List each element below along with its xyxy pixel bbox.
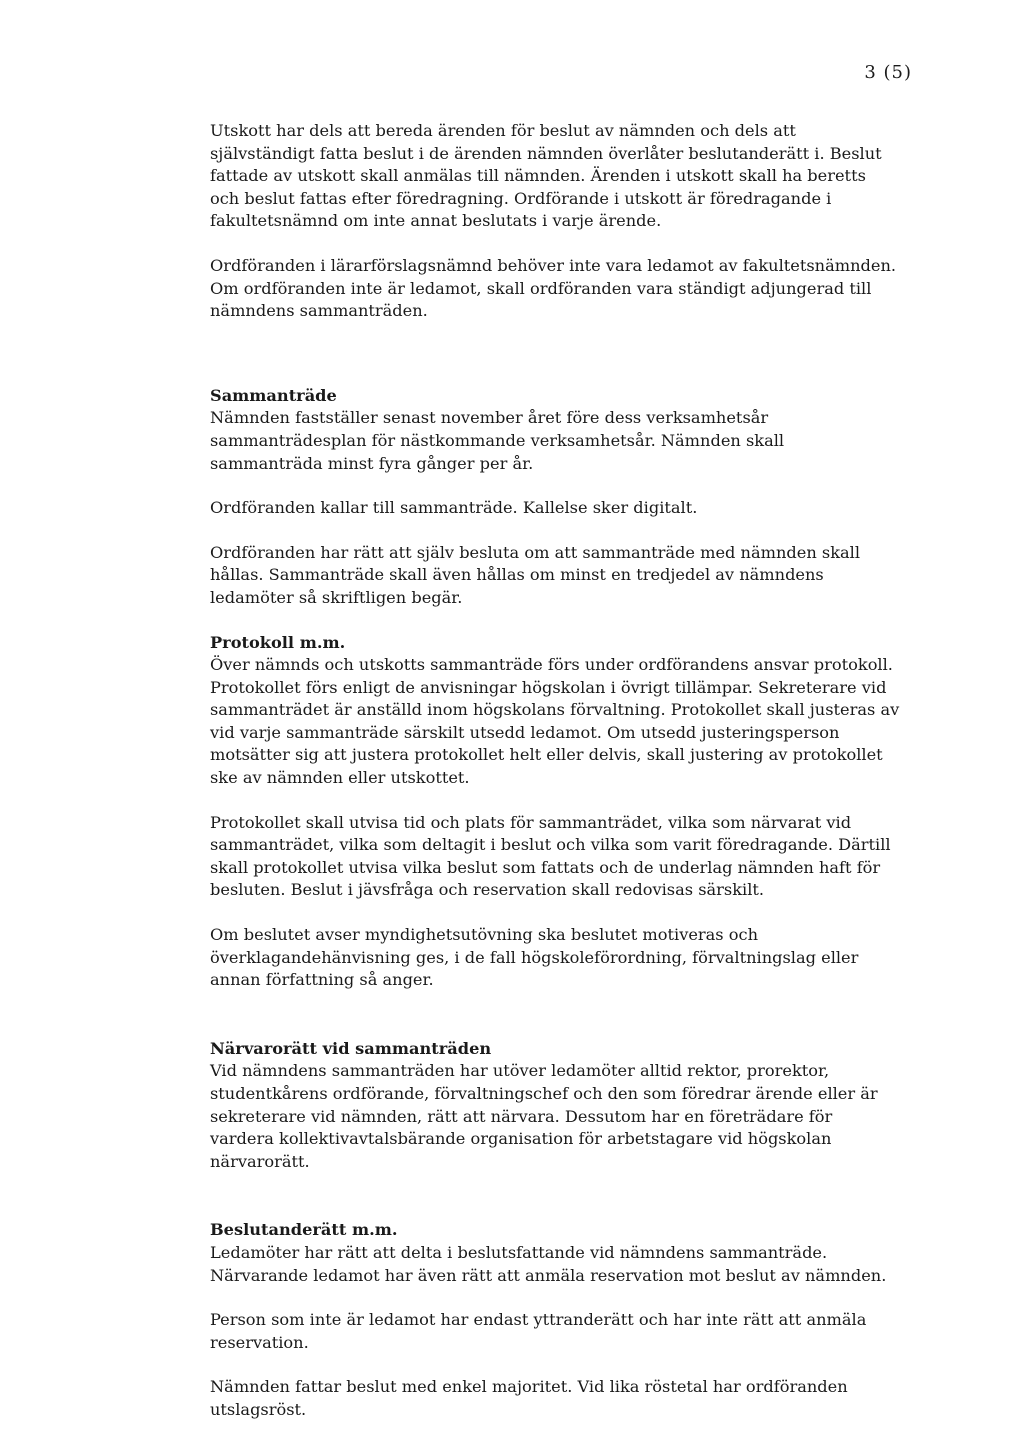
section-protokoll <box>210 632 900 992</box>
paragraph: Person som inte är ledamot har endast yttranderätt och har inte rätt att anmäla reservation. <box>210 1310 867 1352</box>
page-number: 3 (5) <box>864 62 912 83</box>
paragraph-utskott: Utskott har dels att bereda ärenden för beslut av nämnden och dels att självständigt fatta beslut i de ärenden nämnden överlåter beslutanderätt i. Beslut fattade av utskott skall anmälas till nämnden. Ärenden i utskott skall ha beretts och beslut fattas efter föredragning. Ordförande i utskott är föredragande i fakultetsnämnd om inte annat beslutats i varje ärende. <box>210 121 882 231</box>
paragraph: Vid nämndens sammanträden har utöver ledamöter alltid rektor, prorektor, studentkårens ordförande, förvaltningschef och den som föredrar ärende eller är sekreterare vid nämnden, rätt att närvara. Dessutom har en företrädare för vardera kollektivavtalsbärande organisation för arbetstagare vid högskolan närvarorätt. <box>210 1061 878 1171</box>
paragraph: Ordföranden har rätt att själv besluta om att sammanträde med nämnden skall hållas. Sammanträde skall även hållas om minst en tredjedel av nämndens ledamöter så skriftligen begär. <box>210 542 861 607</box>
section-beslutanderatt <box>210 1219 900 1421</box>
section-heading: Protokoll m.m. <box>210 632 346 652</box>
section-heading: Beslutanderätt m.m. <box>210 1220 398 1240</box>
section-narvaroratt <box>210 1038 900 1174</box>
section-heading: Sammanträde <box>210 385 337 405</box>
section-heading: Närvarorätt vid sammanträden <box>210 1038 492 1058</box>
paragraph: Nämnden fastställer senast november året före dess verksamhetsår sammanträdesplan för nästkommande verksamhetsår. Nämnden skall sammanträda minst fyra gånger per år. <box>210 408 785 473</box>
paragraph: Om beslutet avser myndighetsutövning ska beslutet motiveras och överklagandehänvisning ges, i de fall högskoleförordning, förvaltningslag eller annan författning så anger. <box>210 925 859 990</box>
paragraph: Över nämnds och utskotts sammanträde förs under ordförandens ansvar protokoll. Protokollet förs enligt de anvisningar högskolan i övrigt tillämpar. Sekreterare vid sammanträdet är anställd inom högskolans förvaltning. Protokollet skall justeras av vid varje sammanträde särskilt utsedd ledamot. Om utsedd justeringsperson motsätter sig att justera protokollet helt eller delvis, skall justering av protokollet ske av nämnden eller utskottet. <box>210 655 900 788</box>
section-sammantrade <box>210 385 900 610</box>
document-body <box>210 120 900 1422</box>
paragraph: Ordföranden kallar till sammanträde. Kallelse sker digitalt. <box>210 498 698 518</box>
paragraph: Protokollet skall utvisa tid och plats för sammanträdet, vilka som närvarat vid sammanträdet, vilka som deltagit i beslut och vilka som varit föredragande. Därtill skall protokollet utvisa vilka beslut som fattats och de underlag nämnden haft för besluten. Beslut i jävsfråga och reservation skall redovisas särskilt. <box>210 812 891 900</box>
paragraph-lararforslagsnamnd: Ordföranden i lärarförslagsnämnd behöver inte vara ledamot av fakultetsnämnden. Om ordföranden inte är ledamot, skall ordföranden vara ständigt adjungerad till nämndens sammanträden. <box>210 255 897 321</box>
paragraph: Ledamöter har rätt att delta i beslutsfattande vid nämndens sammanträde. Närvarande ledamot har även rätt att anmäla reservation mot beslut av nämnden. <box>210 1242 887 1285</box>
paragraph: Nämnden fattar beslut med enkel majoritet. Vid lika röstetal har ordföranden utslagsröst. <box>210 1377 848 1419</box>
